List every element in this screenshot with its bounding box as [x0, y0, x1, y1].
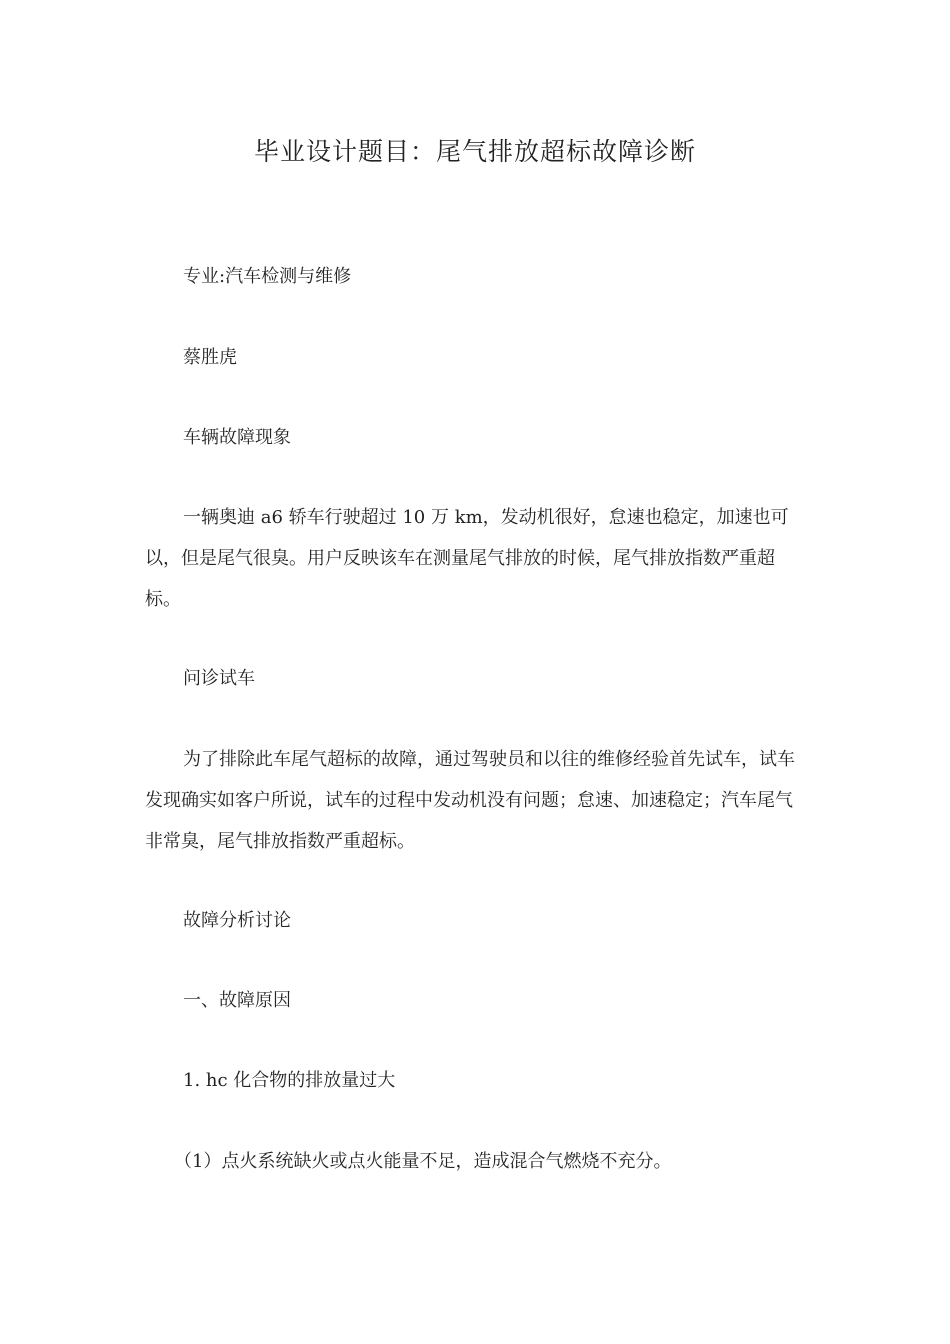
section-heading-causes: 一、故障原因: [183, 990, 291, 1011]
paragraph-symptom: 一辆奥迪 a6 轿车行驶超过 10 万 km，发动机很好，怠速也稳定，加速也可以，但是尾气很臭。用户反映该车在测量尾气排放的时候，尾气排放指数严重超标。: [145, 507, 789, 610]
paragraph-inquiry: 为了排除此车尾气超标的故障，通过驾驶员和以往的维修经验首先试车，试车发现确实如客户所说，试车的过程中发动机没有问题；怠速、加速稳定；汽车尾气非常臭，尾气排放指数严重超标。: [145, 749, 795, 852]
list-item-hc: 1. hc 化合物的排放量过大: [183, 1070, 396, 1091]
major-line: 专业:汽车检测与维修: [183, 266, 352, 287]
section-heading-symptom: 车辆故障现象: [183, 427, 291, 448]
document-title: 毕业设计题目：尾气排放超标故障诊断: [253, 137, 696, 166]
author-name: 蔡胜虎: [183, 347, 237, 368]
section-heading-analysis: 故障分析讨论: [183, 910, 291, 931]
section-heading-inquiry: 问诊试车: [183, 668, 255, 689]
list-item-ignition: （1）点火系统缺火或点火能量不足，造成混合气燃烧不充分。: [174, 1151, 672, 1172]
